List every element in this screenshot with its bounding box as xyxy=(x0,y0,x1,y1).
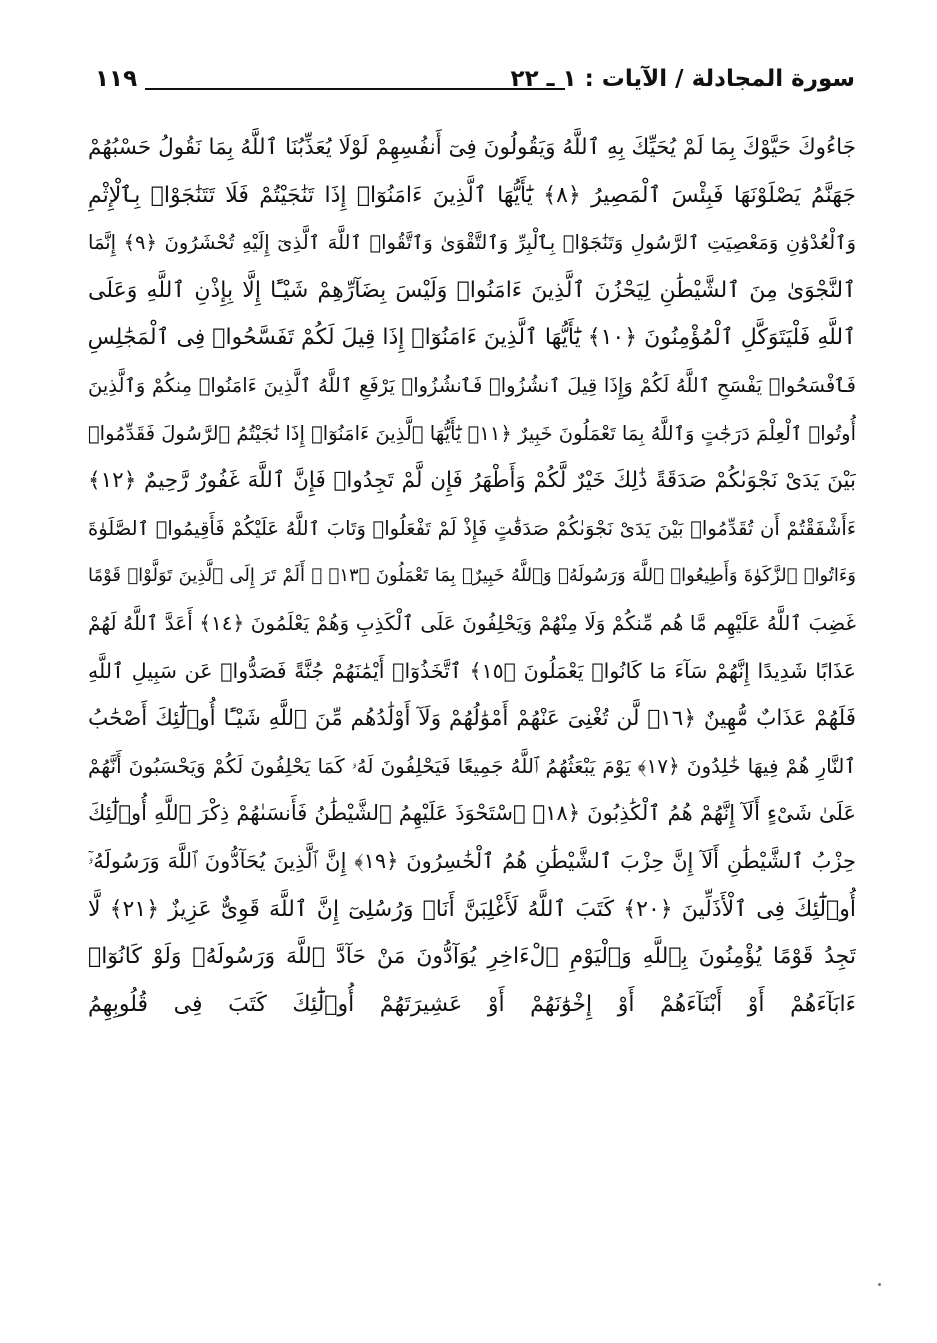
text-line: أُوتُوا۟ ٱلْعِلْمَ دَرَجَٰتٍ وَٱللَّهُ بِمَا تَعْمَلُونَ خَبِيرٌ ﴿١١﴾ يَٰٓأَيُّهَا ٱلَّذِينَ ءَامَنُوٓا۟ إِذَا نَٰجَيْتُمُ ٱلرَّسُولَ فَقَدِّمُوا۟ xyxy=(88,421,856,445)
text-line: جَاءُوكَ حَيَّوْكَ بِمَا لَمْ يُحَيِّكَ بِهِ ٱللَّهُ وَيَقُولُونَ فِىٓ أَنفُسِهِمْ لَوْلَا يُعَذِّبُنَا ٱللَّهُ بِمَا نَقُولُ حَسْبُهُمْ xyxy=(88,135,856,160)
text-line: عَذَابًا شَدِيدًا إِنَّهُمْ سَآءَ مَا كَانُوا۟ يَعْمَلُونَ ﴿١٥﴾ ٱتَّخَذُوٓا۟ أَيْمَٰنَهُمْ جُنَّةً فَصَدُّوا۟ عَن سَبِيلِ ٱللَّهِ xyxy=(88,658,856,683)
text-line: بَيْنَ يَدَىْ نَجْوَىٰكُمْ صَدَقَةً ذَٰلِكَ خَيْرٌ لَّكُمْ وَأَطْهَرُ فَإِن لَّمْ تَجِدُوا۟ فَإِنَّ ٱللَّهَ غَفُورٌ رَّحِيمٌ ﴿١٢﴾ xyxy=(88,468,856,494)
scan-speck xyxy=(878,1283,881,1286)
text-line: تَجِدُ قَوْمًا يُؤْمِنُونَ بِٱللَّهِ وَٱلْيَوْمِ ٱلْءَاخِرِ يُوَآدُّونَ مَنْ حَآدَّ ٱللَّهَ وَرَسُولَهُۥ وَلَوْ كَانُوٓا۟ xyxy=(88,944,856,970)
text-line: حِزْبُ ٱلشَّيْطَٰنِ أَلَآ إِنَّ حِزْبَ ٱلشَّيْطَٰنِ هُمُ ٱلْخَٰسِرُونَ ﴿١٩﴾ إِنَّ ٱلَّذِينَ يُحَآدُّونَ ٱللَّهَ وَرَسُولَهُۥٓ xyxy=(88,848,856,873)
page-header xyxy=(95,62,855,102)
text-line: فَلَهُمْ عَذَابٌ مُّهِينٌ ﴿١٦﴾ لَّن تُغْنِىَ عَنْهُمْ أَمْوَٰلُهُمْ وَلَآ أَوْلَٰدُهُم مِّنَ ٱللَّهِ شَيْـًٔا أُو۟لَٰٓئِكَ أَصْحَٰبُ xyxy=(88,706,856,732)
text-line: أُو۟لَٰٓئِكَ فِى ٱلْأَذَلِّينَ ﴿٢٠﴾ كَتَبَ ٱللَّهُ لَأَغْلِبَنَّ أَنَا۠ وَرُسُلِىٓ إِنَّ ٱللَّهَ قَوِىٌّ عَزِيزٌ ﴿٢١﴾ لَّا xyxy=(88,896,856,922)
text-line: عَلَىٰ شَىْءٍ أَلَآ إِنَّهُمْ هُمُ ٱلْكَٰذِبُونَ ﴿١٨﴾ ٱسْتَحْوَذَ عَلَيْهِمُ ٱلشَّيْطَٰنُ فَأَنسَىٰهُمْ ذِكْرَ ٱللَّهِ أُو۟لَٰٓئِكَ xyxy=(88,801,856,826)
text-line: ٱلنَّجْوَىٰ مِنَ ٱلشَّيْطَٰنِ لِيَحْزُنَ ٱلَّذِينَ ءَامَنُوا۟ وَلَيْسَ بِضَآرِّهِمْ شَيْـًٔا إِلَّا بِإِذْنِ ٱللَّهِ وَعَلَى xyxy=(88,277,856,303)
text-line: وَءَاتُوا۟ ٱلزَّكَوٰةَ وَأَطِيعُوا۟ ٱللَّهَ وَرَسُولَهُۥ وَٱللَّهُ خَبِيرٌۢ بِمَا تَعْمَلُونَ ﴿١٣﴾ ۞ أَلَمْ تَرَ إِلَى ٱلَّذِينَ تَوَلَّوْا۟ قَوْمًا xyxy=(88,565,856,587)
text-line: ٱلنَّارِ هُمْ فِيهَا خَٰلِدُونَ ﴿١٧﴾ يَوْمَ يَبْعَثُهُمُ ٱللَّهُ جَمِيعًا فَيَحْلِفُونَ لَهُۥ كَمَا يَحْلِفُونَ لَكُمْ وَيَحْسَبُونَ أَنَّهُمْ xyxy=(88,753,856,778)
text-line: غَضِبَ ٱللَّهُ عَلَيْهِم مَّا هُم مِّنكُمْ وَلَا مِنْهُمْ وَيَحْلِفُونَ عَلَى ٱلْكَذِبِ وَهُمْ يَعْلَمُونَ ﴿١٤﴾ أَعَدَّ ٱللَّهُ لَهُمْ xyxy=(88,610,856,635)
page-number: ١١٩ xyxy=(95,66,138,92)
verse-text-block xyxy=(88,124,856,1028)
text-line: فَٱفْسَحُوا۟ يَفْسَحِ ٱللَّهُ لَكُمْ وَإِذَا قِيلَ ٱنشُزُوا۟ فَٱنشُزُوا۟ يَرْفَعِ ٱللَّهُ ٱلَّذِينَ ءَامَنُوا۟ مِنكُمْ وَٱلَّذِينَ xyxy=(88,373,856,397)
text-line: ٱللَّهِ فَلْيَتَوَكَّلِ ٱلْمُؤْمِنُونَ ﴿١٠﴾ يَٰٓأَيُّهَا ٱلَّذِينَ ءَامَنُوٓا۟ إِذَا قِيلَ لَكُمْ تَفَسَّحُوا۟ فِى ٱلْمَجَٰلِسِ xyxy=(88,325,856,351)
surah-verse-range: سورة المجادلة / الآيات : ١ ـ ٢٢ xyxy=(510,66,855,92)
text-line: ءَابَآءَهُمْ أَوْ أَبْنَآءَهُمْ أَوْ إِخْوَٰنَهُمْ أَوْ عَشِيرَتَهُمْ أُو۟لَٰٓئِكَ كَتَبَ فِى قُلُوبِهِمُ xyxy=(88,991,856,1017)
header-rule xyxy=(145,88,565,90)
text-line: وَٱلْعُدْوَٰنِ وَمَعْصِيَتِ ٱلرَّسُولِ وَتَنَٰجَوْا۟ بِٱلْبِرِّ وَٱلتَّقْوَىٰ وَٱتَّقُوا۟ ٱللَّهَ ٱلَّذِىٓ إِلَيْهِ تُحْشَرُونَ ﴿٩﴾ إِنَّمَا xyxy=(88,231,856,255)
text-line: جَهَنَّمُ يَصْلَوْنَهَا فَبِئْسَ ٱلْمَصِيرُ ﴿٨﴾ يَٰٓأَيُّهَا ٱلَّذِينَ ءَامَنُوٓا۟ إِذَا تَنَٰجَيْتُمْ فَلَا تَتَنَٰجَوْا۟ بِٱلْإِثْمِ xyxy=(88,182,856,208)
text-line: ءَأَشْفَقْتُمْ أَن تُقَدِّمُوا۟ بَيْنَ يَدَىْ نَجْوَىٰكُمْ صَدَقَٰتٍ فَإِذْ لَمْ تَفْعَلُوا۟ وَتَابَ ٱللَّهُ عَلَيْكُمْ فَأَقِيمُوا۟ ٱلصَّلَوٰةَ xyxy=(88,516,856,540)
